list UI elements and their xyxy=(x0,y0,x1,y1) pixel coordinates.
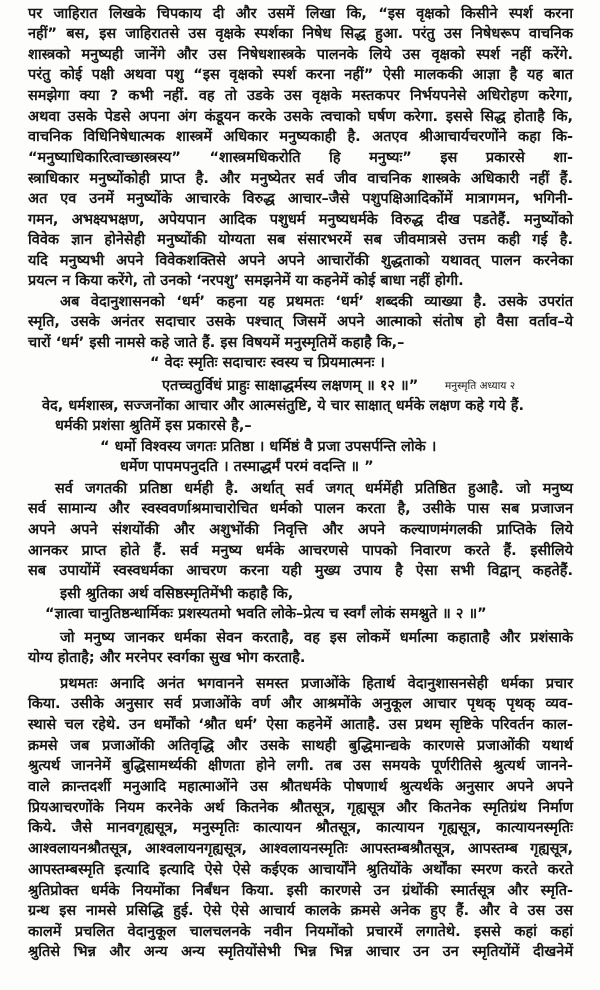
text-line: किये. जैसे मानवगृह्यसूत्र, मनुस्मृतिः कात्यायन श्रौतसूत्र, कात्यायन गृह्यसूत्र, कात्यायनस्मृतिः xyxy=(28,820,573,836)
text-line: श्रुतिप्रोक्त धर्मके नियमोंका निर्बंधन किया. इसी कारणसे उन ग्रंथोंकी स्मार्तसूत्र और स्मृति- xyxy=(28,883,573,899)
text-line: यदि मनुष्यभी अपने विवेकशक्तिसे अपने अपने आचारोंकी शुद्धताको यथावत् पालन करनेका xyxy=(28,253,573,269)
paragraph-start-line: अब वेदानुशासनको ‘धर्म’ कहना यह प्रथमतः ‘धर्म’ शब्दकी व्याख्या है. उसके उपरांत xyxy=(60,294,573,310)
text-line: अपने अपने संशयोंकी और अशुभोंकी निवृत्ति और अपने कल्याणमंगलकी प्राप्तिके लिये xyxy=(28,522,573,538)
text-line: आनकर प्राप्त होते हैं. सर्व मनुष्य धर्मके आचरणसे पापको निवारण करते हैं. इसीलिये xyxy=(28,543,573,559)
paragraph-start-line: इसी श्रुतिका अर्थ वसिष्ठस्मृतिमेंभी कहाहै कि, xyxy=(60,586,294,602)
text-line: “मनुष्याधिकारित्वाच्छास्त्रस्य” “शास्त्रमधिकरोति हि मनुष्यः” इस प्रकारसे शा- xyxy=(28,150,573,166)
text-line: आश्वलायनश्रौतसूत्र, आश्वलायनगृह्यसूत्र, आश्वलायनस्मृतिः आपस्तम्बश्रौतसूत्र, आपस्तम्ब गृह्यसूत्र, xyxy=(28,841,573,857)
verse-source-note: मनुस्मृति अध्याय २ xyxy=(445,380,516,392)
text-line: ग्रन्थ इस नामसे प्रसिद्धि हुई. ऐसे ऐसे आचार्य कालके क्रमसे अनेक हुए हैं. और वे उस उस xyxy=(28,903,573,919)
text-line: परंतु कोई पक्षी अथवा पशु “इस वृक्षको स्पर्श करना नहीं” ऐसी मालककी आज्ञा है यह बात xyxy=(28,67,573,83)
verse-line: एतच्चतुर्विधं प्राहुः साक्षाद्धर्मस्य लक्षणम् ॥ १२ ॥” xyxy=(162,378,419,394)
text-line: स्थासे चल रहेथे. उन धर्मोंको ‘श्रौत धर्म’ ऐसा कहनेमें आताहै. उस प्रथम सृष्टिके परिवर्तन काल- xyxy=(28,717,573,733)
text-line: श्रुतिसे भिन्न और अन्य अन्य स्मृतियोंसेभी भिन्न भिन्न आचार उन उन स्मृतियोंमें दीखनेमें xyxy=(28,944,573,960)
text-line: वेद, धर्मशास्त्र, सज्जनोंका आचार और आत्मसंतुष्टि, ये चार साक्षात् धर्मके लक्षण कहे गये हैं. xyxy=(42,398,524,414)
text-line: अत एव उनमें मनुष्योंके आचारके विरुद्ध आचार–जैसे पशुपक्षिआदिकोंमें मात्रागमन, भगिनी- xyxy=(28,191,573,207)
text-line: विवेक ज्ञान होनेसेही मनुष्योंकी योग्यता सब संसारभरमें सब जीवमात्रसे उत्तम कही गई है. xyxy=(28,232,573,248)
text-line: चारों ‘धर्म’ इसी नामसे कहे जाते हैं. इस विषयमें मनुस्मृतिमें कहाहै कि,– xyxy=(28,335,405,351)
text-line: स्मृति, उसके अनंतर सदाचार उसके पश्चात् जिसमें अपने आत्माको संतोष हो वैसा वर्ताव–ये xyxy=(28,314,573,330)
text-line: आपस्तम्बस्मृति इत्यादि इत्यादि ऐसे ऐसे कईएक आचार्योंने श्रुतियोंके अर्थोंका स्मरण करते करते xyxy=(28,862,573,878)
text-line: सब उपायोंमें स्वस्वधर्मका आचरण करना यही मुख्य उपाय है ऐसा सभी विद्वान् कहतेहैं. xyxy=(28,563,573,579)
text-line: पर जाहिरात लिखके चिपकाय दी और उसमें लिखा कि, “इस वृक्षको किसीने स्पर्श करना xyxy=(28,6,573,22)
text-line: प्रियआचरणोंके नियम करनेके अर्थ कितनेक श्रौतसूत्र, गृह्यसूत्र और कितनेक स्मृतिग्रंथ निर्माण xyxy=(28,800,573,816)
verse-line: “ज्ञात्वा चानुतिष्ठन्धार्मिकः प्रशस्यतमो भवति लोके–प्रेत्य च स्वर्गं लोकं समश्नुते ॥ २ ॥” xyxy=(45,606,487,622)
text-line: प्रयत्न न किया करेंगे, तो उनको ‘नरपशु’ समझनेमें या कहनेमें कोई बाधा नहीं होगी. xyxy=(28,273,464,289)
text-line: कालमें प्रचलित वेदानुकूल चालचलनके नवीन नियमोंको प्रचारमें लगातेथे. इससे कहां कहां xyxy=(28,924,573,940)
text-line: क्रमसे जब प्रजाओंकी अतिवृद्धि और उसके साथही बुद्धिमान्द्यके कारणसे प्रजाओंकी यथार्थ xyxy=(28,738,573,754)
text-line: धर्मकी प्रशंसा श्रुतिमें इस प्रकारसे है,– xyxy=(55,418,252,434)
text-line: श्रुत्यर्थ जाननेमें बुद्धिसामर्थ्यकी क्षीणता होने लगी. तब उस समयके पूर्णरीतिसे श्रुत्यर्थ जानने- xyxy=(28,758,573,774)
text-line: गमन, अभक्ष्यभक्षण, अपेयपान आदिक पशुधर्म मनुष्यधर्मके विरुद्ध दीख पडतेहैं. मनुष्योंको xyxy=(28,212,573,228)
text-line: किया. उसीके अनुसार सर्व प्रजाओंके वर्ण और आश्रमोंके अनुकूल आचार पृथक् पृथक् व्यव- xyxy=(28,696,573,712)
paragraph-start-line: सर्व जगतकी प्रतिष्ठा धर्मही है. अर्थात् सर्व जगत् धर्ममेंही प्रतिष्ठित हुआहै. जो मनुष्य xyxy=(55,481,573,497)
verse-line: धर्मेण पापमपनुदति । तस्माद्धर्मं परमं वदन्ति ॥ ” xyxy=(120,459,374,475)
text-line: सर्व सामान्य और स्वस्ववर्णाश्रमाचारोचित धर्मको पालन करता है, उसीके पास सब प्रजाजन xyxy=(28,501,573,517)
text-line: स्त्राधिकार मनुष्योंकोही प्राप्त है. और मनुष्येतर सर्व जीव वाचनिक शास्त्रके अधिकारी नहीं हैं. xyxy=(28,171,573,187)
text-line: नहीं” बस, इस जाहिरातसे उस वृक्षके स्पर्शका निषेध सिद्ध हुआ. परंतु उस निषेधरूप वाचनिक xyxy=(28,26,573,42)
verse-line: “ धर्मो विश्वस्य जगतः प्रतिष्ठा । धर्मिष्ठं वै प्रजा उपसर्पन्ति लोके । xyxy=(100,439,437,455)
text-line: वाचनिक विधिनिषेधात्मक शास्त्रमें अधिकार मनुष्यकाही है. अतएव श्रीआचार्यचरणोंने कहा कि- xyxy=(28,129,573,145)
verse-line: “ वेदः स्मृतिः सदाचारः स्वस्य च प्रियमात्मनः । xyxy=(150,355,385,371)
text-line: शास्त्रको मनुष्यही जानेंगे और उस निषेधशास्त्रके पालनके लिये उस वृक्षको स्पर्श नहीं करेंगे. xyxy=(28,47,573,63)
text-line: समझेगा क्या ? कभी नहीं. वह तो उडके उस वृक्षके मस्तकपर निर्भयपनेसे अधिरोहण करेगा, xyxy=(28,88,573,104)
text-line: योग्य होताहै; और मरनेपर स्वर्गका सुख भोग करताहै. xyxy=(28,650,306,666)
paragraph-start-line: जो मनुष्य जानकर धर्मका सेवन करताहै, वह इस लोकमें धर्मात्मा कहाताहै और प्रशंसाके xyxy=(60,630,573,646)
text-line: अथवा उसके पेडसे अपना अंग कंडूयन करके उसके त्वचाको घर्षण करेगा. इससे सिद्ध होताहै कि, xyxy=(28,109,573,125)
text-line: वाले क्रान्तदर्शी मनुआदि महात्माओंने उस श्रौतधर्मके पोषणार्थ श्रुत्यर्थके अनुसार अपने अपने xyxy=(28,779,573,795)
paragraph-start-line: प्रथमतः अनादि अनंत भगवानने समस्त प्रजाओंके हितार्थ वेदानुशासनसेही धर्मका प्रचार xyxy=(60,676,573,692)
